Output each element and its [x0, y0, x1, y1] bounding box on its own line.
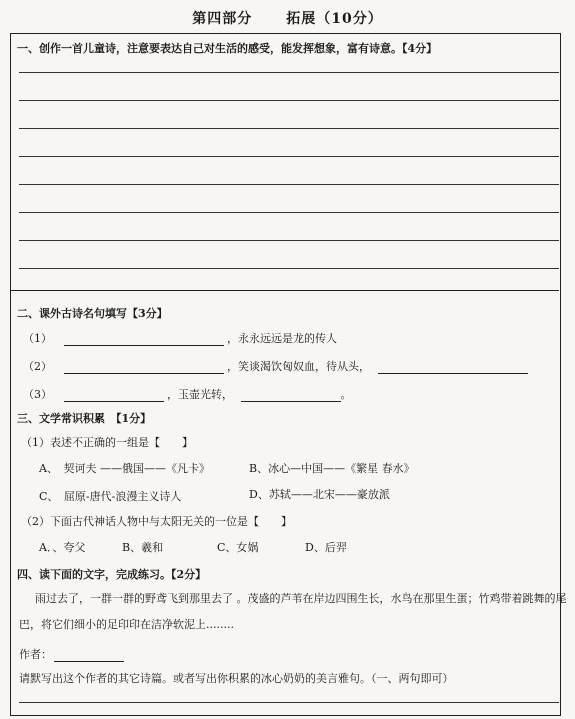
- section-title: [0, 8, 575, 28]
- q3-sub1-option-b[interactable]: B、冰心—中国——《繁星 春水》: [249, 462, 415, 475]
- q4-author-label: 作者：: [19, 648, 52, 661]
- q2-item-2-number: （2）: [23, 360, 52, 373]
- writing-line[interactable]: [19, 268, 559, 269]
- fill-blank[interactable]: [378, 361, 528, 374]
- q4-passage-line-1: 雨过去了，一群一群的野鸢飞到那里去了 。茂盛的芦苇在岸边四围生长，水鸟在那里生蛋；竹鸡带着跳舞的尾: [35, 592, 567, 605]
- q3-sub1-option-d[interactable]: D、苏轼——北宋——豪放派: [249, 488, 390, 501]
- writing-line[interactable]: [19, 184, 559, 185]
- q2-item-2-text: ，笑谈渴饮匈奴血，待从头，: [227, 360, 370, 373]
- author-blank[interactable]: [54, 649, 124, 662]
- q3-sub2-prompt: （2）下面古代神话人物中与太阳无关的一位是【 】: [21, 515, 292, 528]
- q2-item-3-end: 。: [340, 388, 352, 401]
- q2-item-1: [23, 330, 337, 346]
- writing-line[interactable]: [19, 128, 559, 129]
- q3-sub1-option-a[interactable]: A、 契诃夫 ——俄国——《凡卡》: [39, 462, 210, 475]
- writing-line[interactable]: [19, 702, 559, 703]
- answer-frame: [10, 33, 567, 716]
- q1-heading: 一、创作一首儿童诗，注意要表达自己对生活的感受，能发挥想象，富有诗意。【4分】: [17, 42, 438, 55]
- fill-blank[interactable]: [64, 361, 224, 374]
- q4-passage-line-2: 巴，将它们细小的足印印在洁净软泥上........: [19, 618, 234, 631]
- writing-line[interactable]: [19, 100, 559, 101]
- q2-item-2: [23, 358, 528, 374]
- q3-sub2-option-d[interactable]: D、后羿: [305, 541, 347, 554]
- fill-blank[interactable]: [64, 333, 224, 346]
- q3-sub2-option-b[interactable]: B、羲和: [122, 541, 164, 554]
- q2-item-3: [23, 386, 352, 402]
- q2-item-1-text: ，永永远远是龙的传人: [227, 332, 337, 345]
- q3-sub2-option-a[interactable]: A．、夸父: [39, 541, 86, 554]
- q2-item-1-number: （1）: [23, 332, 52, 345]
- q4-author-row: [19, 646, 124, 662]
- section-title-part: 第四部分: [192, 11, 253, 27]
- fill-blank[interactable]: [241, 389, 341, 402]
- q3-heading: 三、文学常识积累 【1分】: [17, 412, 152, 425]
- writing-line[interactable]: [19, 156, 559, 157]
- q2-item-3-number: （3）: [23, 388, 52, 401]
- fill-blank[interactable]: [64, 389, 164, 402]
- q3-sub2-option-c[interactable]: C、女娲: [217, 541, 259, 554]
- q3-sub1-option-c[interactable]: C、 屈原-唐代-浪漫主义诗人: [39, 490, 182, 503]
- section-divider: [11, 290, 559, 291]
- writing-line[interactable]: [19, 212, 559, 213]
- section-title-topic: 拓展（10分）: [286, 11, 383, 27]
- writing-line[interactable]: [19, 240, 559, 241]
- q4-heading: 四、读下面的文字，完成练习。【2分】: [17, 568, 207, 581]
- q3-sub1-prompt: （1）表述不正确的一组是【 】: [21, 436, 193, 449]
- q2-item-3-text: ，玉壶光转，: [167, 388, 233, 401]
- q2-heading: 二、课外古诗名句填写【3分】: [17, 307, 168, 320]
- writing-line[interactable]: [19, 72, 559, 73]
- q4-task: 请默写出这个作者的其它诗篇。或者写出你积累的冰心奶奶的美言雅句。（一、两句即可）: [19, 672, 454, 685]
